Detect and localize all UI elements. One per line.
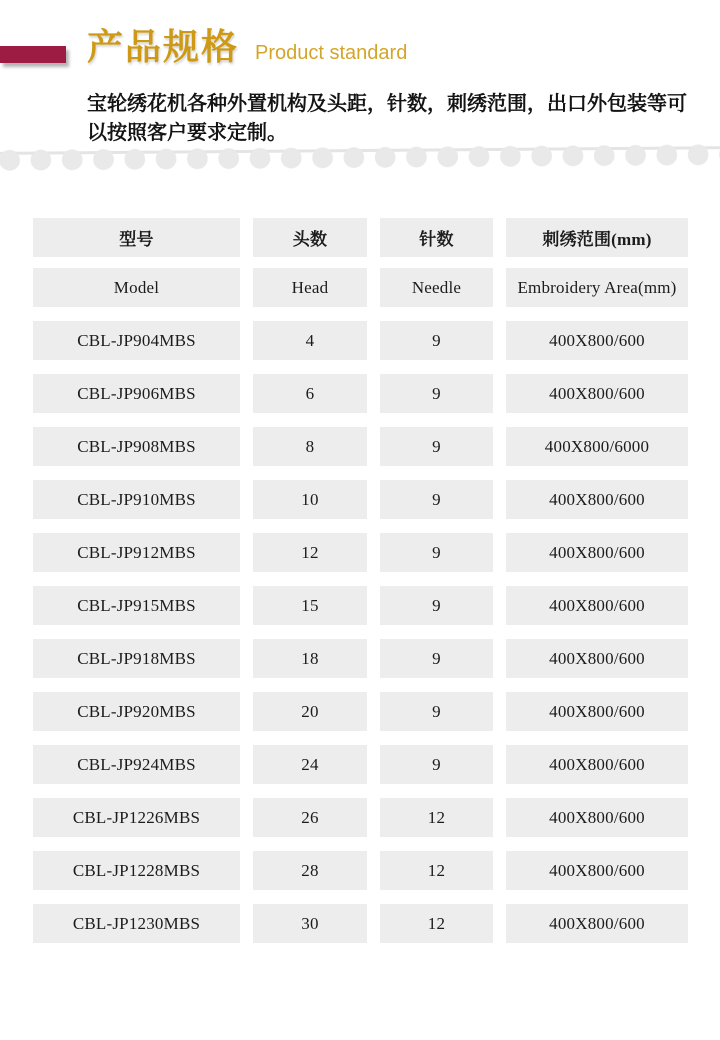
needle-count-cell: 9: [380, 692, 493, 731]
column-header-model-cn: 型号: [33, 218, 240, 257]
model-cell: CBL-JP1228MBS: [33, 851, 240, 890]
table-row: [33, 798, 690, 837]
table-header-row-en: [33, 268, 690, 307]
needle-count-cell: 9: [380, 427, 493, 466]
embroidery-area-cell: 400X800/6000: [506, 427, 688, 466]
head-count-cell: 15: [253, 586, 367, 625]
table-row: [33, 480, 690, 519]
needle-count-cell: 12: [380, 798, 493, 837]
column-header-area-cn: 刺绣范围(mm): [506, 218, 688, 257]
embroidery-area-cell: 400X800/600: [506, 374, 688, 413]
embroidery-area-cell: 400X800/600: [506, 692, 688, 731]
model-cell: CBL-JP904MBS: [33, 321, 240, 360]
model-cell: CBL-JP906MBS: [33, 374, 240, 413]
needle-count-cell: 9: [380, 533, 493, 572]
table-row: [33, 321, 690, 360]
table-row: [33, 745, 690, 784]
needle-count-cell: 9: [380, 374, 493, 413]
head-count-cell: 28: [253, 851, 367, 890]
pompom-divider: [0, 146, 720, 171]
embroidery-area-cell: 400X800/600: [506, 533, 688, 572]
needle-count-cell: 12: [380, 851, 493, 890]
needle-count-cell: 12: [380, 904, 493, 943]
head-count-cell: 12: [253, 533, 367, 572]
model-cell: CBL-JP918MBS: [33, 639, 240, 678]
section-header: [87, 26, 407, 68]
divider-dots: [0, 144, 720, 171]
embroidery-area-cell: 400X800/600: [506, 904, 688, 943]
model-cell: CBL-JP908MBS: [33, 427, 240, 466]
table-row: [33, 533, 690, 572]
embroidery-area-cell: 400X800/600: [506, 745, 688, 784]
head-count-cell: 24: [253, 745, 367, 784]
page-title: 产品规格: [87, 26, 240, 67]
table-row: [33, 427, 690, 466]
table-row: [33, 904, 690, 943]
needle-count-cell: 9: [380, 480, 493, 519]
model-cell: CBL-JP1226MBS: [33, 798, 240, 837]
column-header-head-en: Head: [253, 268, 367, 307]
head-count-cell: 20: [253, 692, 367, 731]
head-count-cell: 8: [253, 427, 367, 466]
page-subtitle: Product standard: [255, 42, 408, 64]
embroidery-area-cell: 400X800/600: [506, 639, 688, 678]
column-header-area-en: Embroidery Area(mm): [506, 268, 688, 307]
model-cell: CBL-JP915MBS: [33, 586, 240, 625]
head-count-cell: 18: [253, 639, 367, 678]
table-row: [33, 851, 690, 890]
needle-count-cell: 9: [380, 639, 493, 678]
column-header-head-cn: 头数: [253, 218, 367, 257]
model-cell: CBL-JP924MBS: [33, 745, 240, 784]
embroidery-area-cell: 400X800/600: [506, 480, 688, 519]
table-header-row-cn: [33, 218, 690, 257]
table-row: [33, 374, 690, 413]
embroidery-area-cell: 400X800/600: [506, 851, 688, 890]
model-cell: CBL-JP910MBS: [33, 480, 240, 519]
head-count-cell: 6: [253, 374, 367, 413]
product-description: 宝轮绣花机各种外置机构及头距，针数，刺绣范围，出口外包装等可以按照客户要求定制。: [87, 93, 687, 144]
table-row: [33, 692, 690, 731]
head-count-cell: 10: [253, 480, 367, 519]
needle-count-cell: 9: [380, 745, 493, 784]
table-body: [33, 321, 690, 943]
column-header-needle-cn: 针数: [380, 218, 493, 257]
model-cell: CBL-JP912MBS: [33, 533, 240, 572]
head-count-cell: 4: [253, 321, 367, 360]
needle-count-cell: 9: [380, 586, 493, 625]
model-cell: CBL-JP1230MBS: [33, 904, 240, 943]
embroidery-area-cell: 400X800/600: [506, 798, 688, 837]
model-cell: CBL-JP920MBS: [33, 692, 240, 731]
embroidery-area-cell: 400X800/600: [506, 586, 688, 625]
column-header-model-en: Model: [33, 268, 240, 307]
table-row: [33, 586, 690, 625]
embroidery-area-cell: 400X800/600: [506, 321, 688, 360]
column-header-needle-en: Needle: [380, 268, 493, 307]
spec-table: [33, 218, 690, 957]
head-count-cell: 30: [253, 904, 367, 943]
table-row: [33, 639, 690, 678]
needle-count-cell: 9: [380, 321, 493, 360]
head-count-cell: 26: [253, 798, 367, 837]
accent-bar: [0, 46, 66, 63]
